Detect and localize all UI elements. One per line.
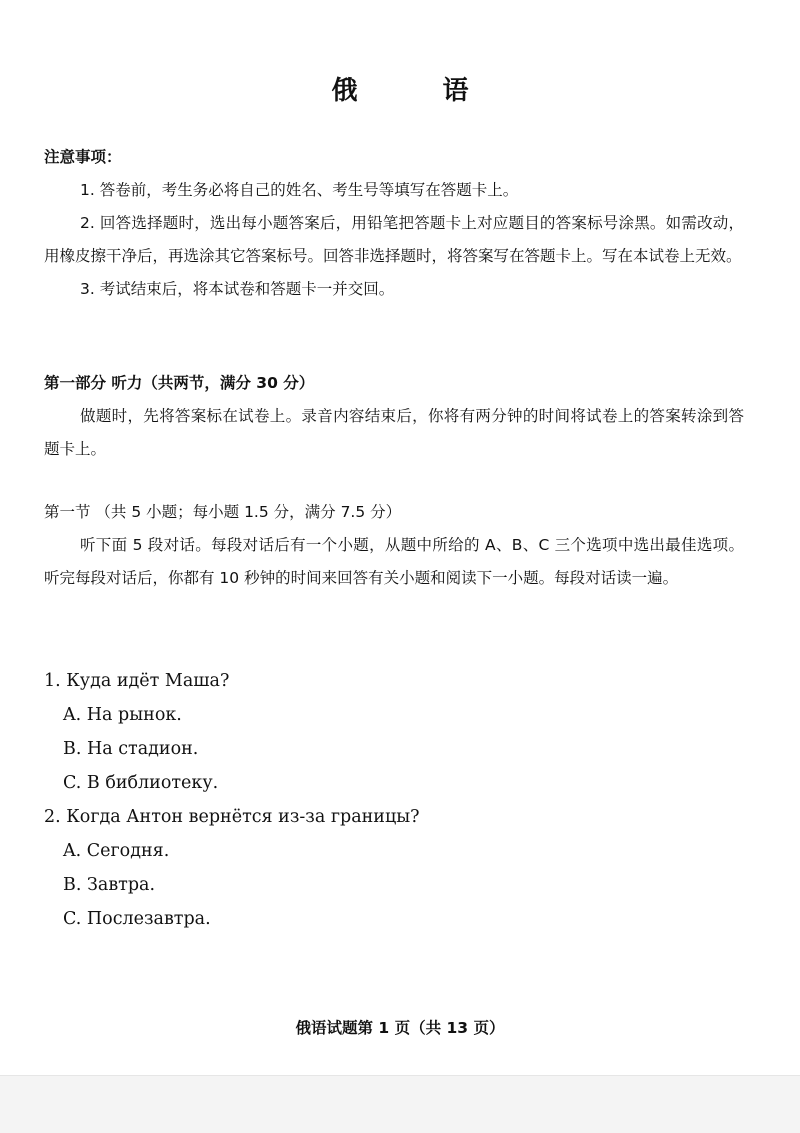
section1: [44, 496, 744, 595]
note-item: 3. 考试结束后，将本试卷和答题卡一并交回。: [80, 280, 395, 298]
part1-section: [44, 367, 744, 466]
page-bottom-margin: [0, 1075, 800, 1133]
questions-list: [44, 664, 744, 936]
notes-list: [44, 174, 744, 306]
section1-heading: 第一节 （共 5 小题；每小题 1.5 分，满分 7.5 分）: [44, 503, 402, 521]
answer-option: A. На рынок.: [63, 705, 182, 725]
page-title: 俄 语: [331, 76, 507, 106]
answer-option: C. В библиотеку.: [63, 773, 219, 793]
part1-instruction: 做题时，先将答案标在试卷上。录音内容结束后，你将有两分钟的时间将试卷上的答案转涂到答题卡上。: [44, 407, 744, 458]
question-text: 2. Когда Антон вернётся из-за границы?: [44, 807, 420, 827]
question-text: 1. Куда идёт Маша?: [44, 671, 230, 691]
note-item: 1. 答卷前，考生务必将自己的姓名、考生号等填写在答题卡上。: [80, 181, 519, 199]
answer-option: C. Послезавтра.: [63, 909, 211, 929]
notes-heading: 注意事项：: [44, 148, 122, 166]
answer-option: B. На стадион.: [63, 739, 199, 759]
note-item: 2. 回答选择题时，选出每小题答案后，用铅笔把答题卡上对应题目的答案标号涂黑。如需改动，用橡皮擦干净后，再选涂其它答案标号。回答非选择题时，将答案写在答题卡上。写在本试卷上无效。: [44, 214, 744, 265]
answer-option: A. Сегодня.: [63, 841, 170, 861]
answer-option: B. Завтра.: [63, 875, 156, 895]
page-footer: 俄语试题第 1 页（共 13 页）: [295, 1019, 505, 1037]
part1-heading: 第一部分 听力（共两节，满分 30 分）: [44, 374, 315, 392]
section1-instruction: 听下面 5 段对话。每段对话后有一个小题，从题中所给的 A、B、C 三个选项中选出最佳选项。听完每段对话后，你都有 10 秒钟的时间来回答有关小题和阅读下一小题。每段对话读一遍。: [44, 536, 744, 587]
